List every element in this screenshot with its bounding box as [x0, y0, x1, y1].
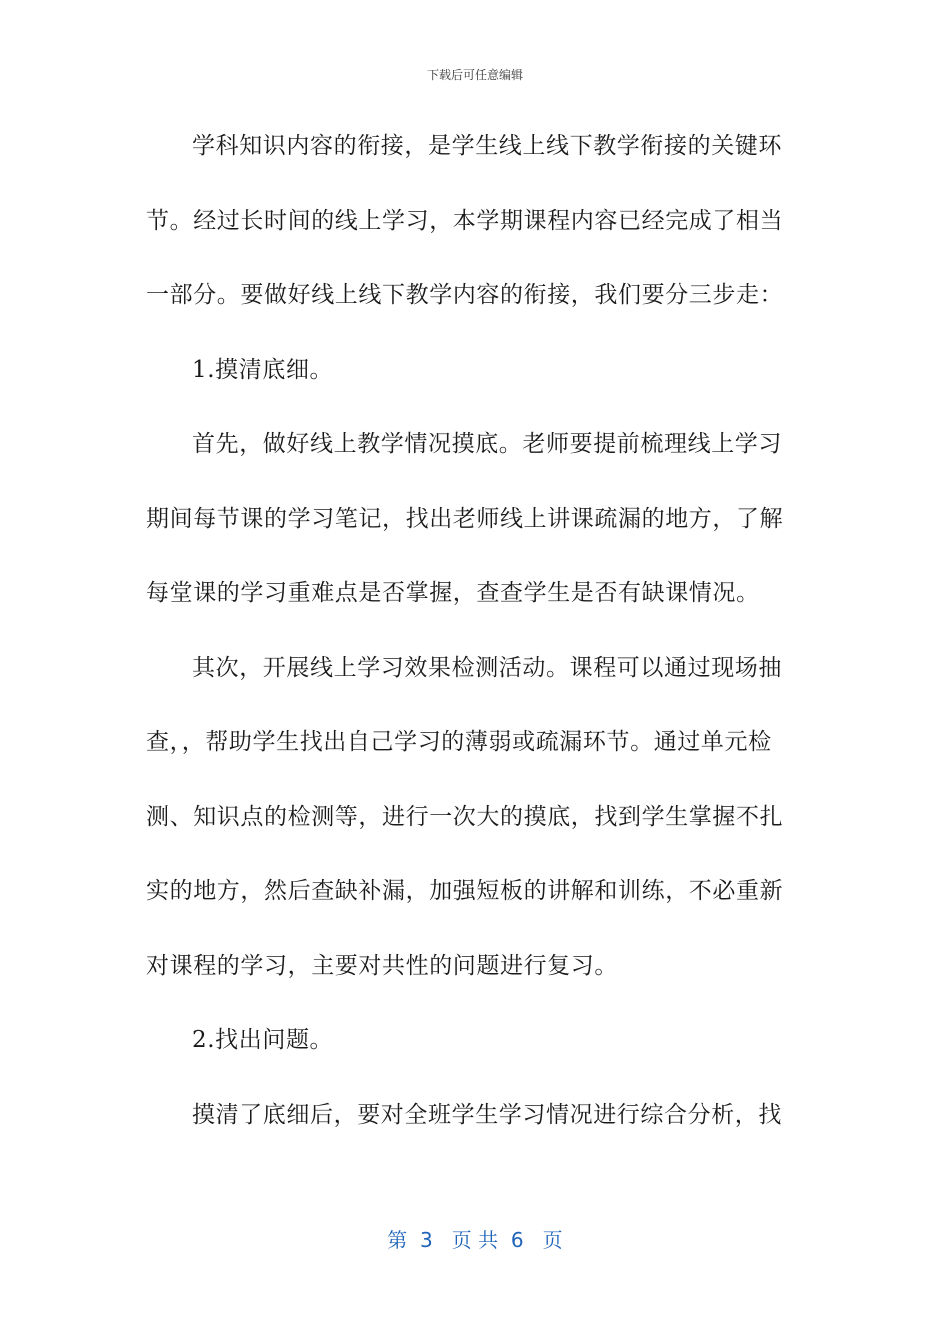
header-note: 下载后可任意编辑: [426, 68, 523, 82]
paragraph-line: 期间每节课的学习笔记，找出老师线上讲课疏漏的地方，了解: [146, 505, 784, 532]
paragraph-line: 测、知识点的检测等，进行一次大的摸底，找到学生掌握不扎: [146, 803, 784, 830]
paragraph-line: 一部分。要做好线上线下教学内容的衔接，我们要分三步走：: [146, 282, 784, 308]
paragraph-line: 摸清了底细后，要对全班学生学习情况进行综合分析，找: [192, 1101, 782, 1128]
paragraph-line: 对课程的学习，主要对共性的问题进行复习。: [146, 952, 618, 979]
section-heading: 1.摸清底细。: [192, 356, 334, 383]
paragraph-line: 每堂课的学习重难点是否掌握，查查学生是否有缺课情况。: [146, 580, 760, 606]
paragraph-line: 首先，做好线上教学情况摸底。老师要提前梳理线上学习: [192, 431, 782, 457]
paragraph-line: 其次，开展线上学习效果检测活动。课程可以通过现场抽: [192, 654, 782, 681]
page-number: 第 3 页 共 6 页: [387, 1228, 563, 1252]
paragraph-line: 查，，帮助学生找出自己学习的薄弱或疏漏环节。通过单元检: [146, 729, 772, 755]
document-body: [146, 126, 790, 1169]
paragraph-line: 实的地方，然后查缺补漏，加强短板的讲解和训练，不必重新: [146, 878, 784, 904]
paragraph-line: 学科知识内容的衔接，是学生线上线下教学衔接的关键环: [192, 133, 782, 159]
section-heading: 2.找出问题。: [192, 1027, 334, 1053]
paragraph-line: 节。经过长时间的线上学习，本学期课程内容已经完成了相当: [146, 207, 784, 234]
